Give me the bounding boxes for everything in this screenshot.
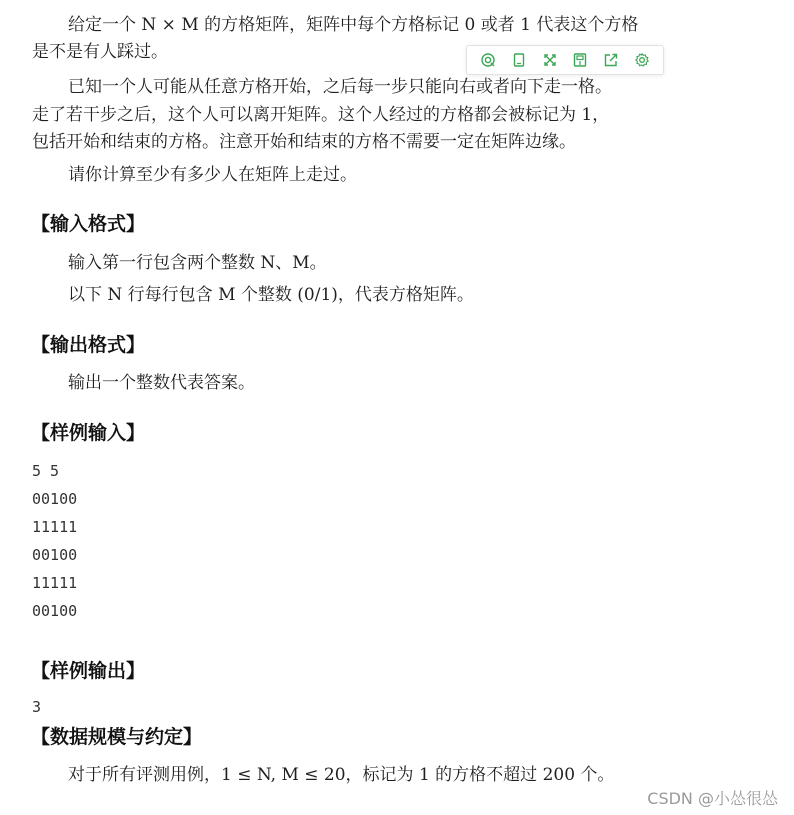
sample-input-heading: 【样例输入】 bbox=[31, 422, 146, 444]
fullscreen-button[interactable] bbox=[539, 49, 561, 71]
sample-input-line: 00100 bbox=[32, 546, 78, 564]
sample-output-line: 3 bbox=[32, 698, 42, 716]
input-format-line-1: 输入第一行包含两个整数 N、M。 bbox=[68, 253, 327, 273]
sample-input-line: 00100 bbox=[32, 602, 78, 620]
fullscreen-icon bbox=[542, 52, 558, 68]
share-button[interactable] bbox=[600, 49, 622, 71]
constraints-line-1: 对于所有评测用例，1 ≤ N, M ≤ 20，标记为 1 的方格不超过 200 个。 bbox=[68, 765, 615, 785]
output-format-line-1: 输出一个整数代表答案。 bbox=[68, 373, 255, 393]
settings-button[interactable] bbox=[631, 49, 653, 71]
rule-line-1: 已知一个人可能从任意方格开始，之后每一步只能向右或者向下走一格。 bbox=[68, 77, 612, 97]
copy-icon bbox=[511, 52, 527, 68]
sample-input-line: 11111 bbox=[32, 518, 78, 536]
sample-input-line: 5 5 bbox=[32, 462, 60, 480]
output-format-heading: 【输出格式】 bbox=[31, 334, 146, 356]
settings-icon bbox=[634, 52, 650, 68]
save-icon bbox=[572, 52, 588, 68]
sample-output-heading: 【样例输出】 bbox=[31, 660, 146, 682]
rule-line-2: 走了若干步之后，这个人可以离开矩阵。这个人经过的方格都会被标记为 1， bbox=[32, 105, 610, 125]
rule-line-3: 包括开始和结束的方格。注意开始和结束的方格不需要一定在矩阵边缘。 bbox=[32, 132, 576, 152]
sample-input-line: 00100 bbox=[32, 490, 78, 508]
sample-input-line: 11111 bbox=[32, 574, 78, 592]
input-format-heading: 【输入格式】 bbox=[31, 213, 146, 235]
copy-button[interactable] bbox=[508, 49, 530, 71]
share-icon bbox=[603, 52, 619, 68]
search-button[interactable] bbox=[477, 49, 499, 71]
search-icon bbox=[480, 52, 496, 68]
code-toolbar bbox=[466, 45, 664, 75]
save-button[interactable] bbox=[569, 49, 591, 71]
intro-line-1: 给定一个 N × M 的方格矩阵，矩阵中每个方格标记 0 或者 1 代表这个方格 bbox=[68, 15, 639, 35]
intro-line-2: 是不是有人踩过。 bbox=[32, 42, 168, 62]
watermark: CSDN @小怂很怂 bbox=[647, 789, 778, 808]
question-line: 请你计算至少有多少人在矩阵上走过。 bbox=[68, 165, 357, 185]
input-format-line-2: 以下 N 行每行包含 M 个整数 (0/1)，代表方格矩阵。 bbox=[68, 285, 474, 305]
constraints-heading: 【数据规模与约定】 bbox=[31, 726, 203, 748]
